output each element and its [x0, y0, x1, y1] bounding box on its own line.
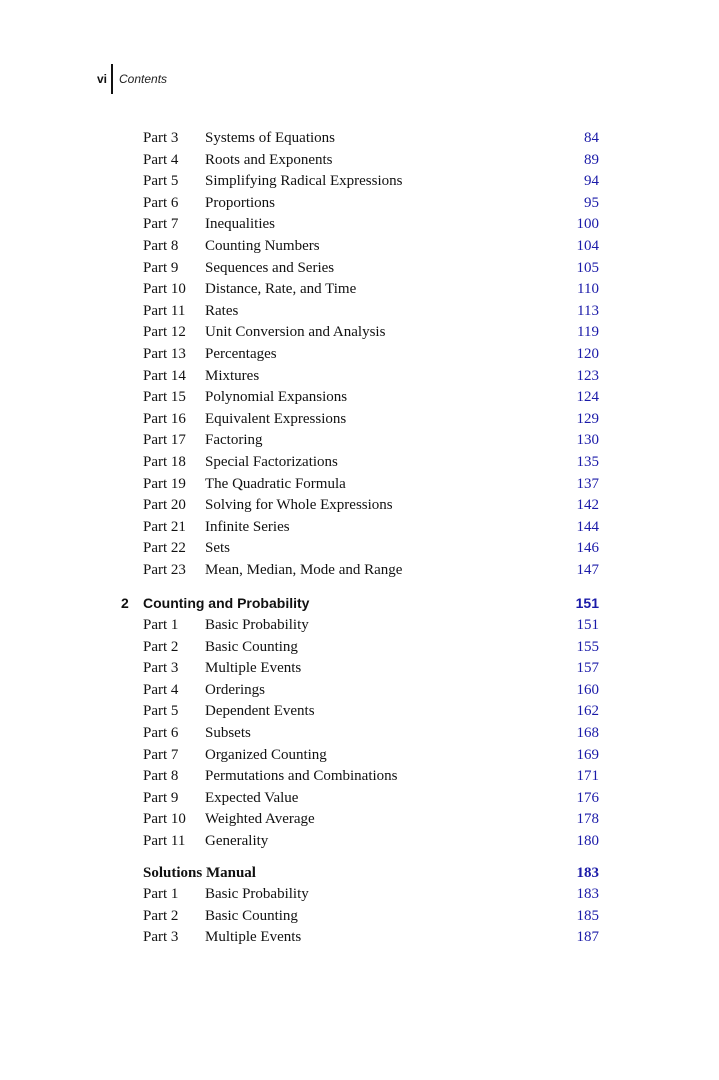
page-number: vi	[97, 72, 108, 86]
header-divider	[111, 64, 113, 94]
page-link[interactable]: 113	[577, 302, 599, 319]
toc-entry[interactable]	[0, 322, 719, 344]
toc-entry[interactable]	[0, 680, 719, 702]
toc-entry[interactable]	[0, 344, 719, 366]
part-label: Part 13	[143, 345, 186, 362]
toc-solutions-entry[interactable]	[0, 863, 719, 885]
entry-title: Proportions	[205, 194, 276, 211]
page-link[interactable]: 187	[576, 929, 599, 946]
part-label: Part 4	[143, 151, 179, 168]
part-label: Part 9	[143, 259, 179, 276]
chapter-page-link[interactable]: 151	[575, 595, 599, 612]
part-label: Part 11	[143, 833, 186, 849]
entry-title: The Quadratic Formula	[205, 475, 346, 492]
toc-entry[interactable]	[0, 171, 719, 193]
part-label: Part 9	[143, 789, 179, 806]
entry-title: Expected Value	[205, 789, 299, 806]
entry-title: Basic Probability	[205, 886, 309, 903]
chapter-title: Counting and Probability	[143, 595, 310, 612]
part-label: Part 16	[143, 410, 186, 427]
part-label: Part 3	[143, 929, 179, 946]
page-link[interactable]: 160	[576, 681, 599, 698]
part-label: Part 15	[143, 389, 186, 406]
page-link[interactable]: 137	[576, 475, 599, 492]
toc-entry[interactable]	[0, 745, 719, 767]
entry-title: Simplifying Radical Expressions	[205, 173, 403, 190]
toc-entry[interactable]	[0, 658, 719, 680]
entry-title: Multiple Events	[205, 660, 302, 677]
toc-entry[interactable]	[0, 701, 719, 723]
page-link[interactable]: 94	[584, 173, 599, 190]
toc-entry[interactable]	[0, 788, 719, 810]
page-link[interactable]: 180	[576, 833, 599, 849]
page-link[interactable]: 119	[577, 324, 599, 341]
page-link[interactable]: 183	[576, 886, 599, 903]
part-label: Part 5	[143, 703, 179, 720]
part-label: Part 22	[143, 540, 186, 557]
part-label: Part 6	[143, 725, 179, 742]
page-link[interactable]: 146	[576, 540, 599, 557]
page-link[interactable]: 89	[584, 151, 599, 168]
part-label: Part 4	[143, 681, 179, 698]
page-link[interactable]: 171	[576, 768, 599, 785]
page-link[interactable]: 110	[577, 281, 599, 298]
toc-entry[interactable]	[0, 193, 719, 215]
page-link[interactable]: 185	[576, 907, 599, 924]
toc-entry[interactable]	[0, 831, 719, 853]
part-label: Part 14	[143, 367, 186, 384]
part-label: Part 10	[143, 811, 186, 828]
toc-entry[interactable]	[0, 430, 719, 452]
part-label: Part 17	[143, 432, 186, 449]
entry-title: Sets	[205, 540, 231, 557]
toc-entry[interactable]	[0, 452, 719, 474]
page-link[interactable]: 151	[576, 617, 599, 634]
toc-entry[interactable]	[0, 128, 719, 150]
entry-title: Infinite Series	[205, 518, 290, 535]
entry-title: Basic Probability	[205, 617, 309, 634]
page-link[interactable]: 84	[584, 130, 599, 146]
page-link[interactable]: 104	[576, 237, 599, 254]
page-link[interactable]: 100	[576, 216, 599, 233]
entry-title: Factoring	[205, 432, 263, 449]
entry-title: Dependent Events	[205, 703, 315, 720]
part-label: Part 19	[143, 475, 186, 492]
part-label: Part 7	[143, 216, 179, 233]
entry-title: Mean, Median, Mode and Range	[205, 561, 403, 578]
entry-title: Basic Counting	[205, 907, 298, 924]
entry-title: Basic Counting	[205, 638, 298, 655]
table-of-contents	[0, 128, 719, 949]
page-link[interactable]: 157	[576, 660, 599, 677]
part-label: Part 3	[143, 660, 179, 677]
toc-entry[interactable]	[0, 366, 719, 388]
part-label: Part 10	[143, 281, 186, 298]
part-label: Part 11	[143, 302, 186, 319]
part-label: Part 1	[143, 886, 179, 903]
part-label: Part 7	[143, 746, 179, 763]
page-link[interactable]: 124	[576, 389, 599, 406]
toc-entry[interactable]	[0, 279, 719, 301]
part-label: Part 21	[143, 518, 186, 535]
toc-entry[interactable]	[0, 560, 719, 582]
toc-entry[interactable]	[0, 387, 719, 409]
entry-title: Permutations and Combinations	[205, 768, 398, 785]
toc-entry[interactable]	[0, 637, 719, 659]
page-link[interactable]: 169	[576, 746, 599, 763]
page-link[interactable]: 105	[576, 259, 599, 276]
entry-title: Distance, Rate, and Time	[205, 281, 357, 298]
toc-entry[interactable]	[0, 517, 719, 539]
running-title: Contents	[119, 72, 168, 86]
toc-entry[interactable]	[0, 809, 719, 831]
page-link[interactable]: 95	[584, 194, 599, 211]
part-label: Part 12	[143, 324, 186, 341]
toc-entry[interactable]	[0, 409, 719, 431]
toc-entry[interactable]	[0, 301, 719, 323]
part-label: Part 2	[143, 638, 179, 655]
continued-parts-list	[0, 128, 719, 581]
solutions-parts-list	[0, 884, 719, 949]
entry-title: Solving for Whole Expressions	[205, 497, 393, 514]
page-link[interactable]: 168	[576, 725, 599, 742]
part-label: Part 20	[143, 497, 186, 514]
entry-title: Polynomial Expansions	[205, 389, 348, 406]
entry-title: Mixtures	[205, 367, 260, 384]
entry-title: Orderings	[205, 681, 265, 698]
solutions-title: Solutions Manual	[143, 864, 256, 881]
toc-entry[interactable]	[0, 214, 719, 236]
page-link[interactable]: 147	[576, 561, 599, 578]
toc-entry[interactable]	[0, 927, 719, 949]
page-link[interactable]: 155	[576, 638, 599, 655]
toc-entry[interactable]	[0, 236, 719, 258]
entry-title: Percentages	[205, 345, 277, 362]
page-link[interactable]: 130	[576, 432, 599, 449]
page-link[interactable]: 120	[576, 345, 599, 362]
part-label: Part 6	[143, 194, 179, 211]
page-link[interactable]: 162	[576, 703, 599, 720]
part-label: Part 8	[143, 237, 179, 254]
part-label: Part 5	[143, 173, 179, 190]
entry-title: Roots and Exponents	[205, 151, 333, 168]
entry-title: Unit Conversion and Analysis	[205, 324, 386, 341]
entry-title: Counting Numbers	[205, 237, 320, 254]
toc-entry[interactable]	[0, 538, 719, 560]
entry-title: Sequences and Series	[205, 259, 335, 276]
toc-entry[interactable]	[0, 723, 719, 745]
chapter-number: 2	[121, 595, 129, 612]
entry-title: Multiple Events	[205, 929, 302, 946]
entry-title: Generality	[205, 833, 269, 849]
part-label: Part 18	[143, 453, 186, 470]
toc-entry[interactable]	[0, 766, 719, 788]
page-link[interactable]: 176	[576, 789, 599, 806]
page-link[interactable]: 135	[576, 453, 599, 470]
page-link[interactable]: 178	[576, 811, 599, 828]
part-label: Part 8	[143, 768, 179, 785]
entry-title: Equivalent Expressions	[205, 410, 347, 427]
toc-entry[interactable]	[0, 150, 719, 172]
solutions-page-link[interactable]: 183	[576, 864, 599, 881]
toc-chapter-entry[interactable]	[0, 593, 719, 615]
entry-title: Rates	[205, 302, 239, 319]
page-link[interactable]: 144	[576, 518, 599, 535]
toc-entry[interactable]	[0, 615, 719, 637]
part-label: Part 2	[143, 907, 179, 924]
part-label: Part 1	[143, 617, 179, 634]
part-label: Part 3	[143, 130, 179, 146]
toc-entry[interactable]	[0, 906, 719, 928]
entry-title: Special Factorizations	[205, 453, 338, 470]
entry-title: Subsets	[205, 725, 251, 742]
page-link[interactable]: 123	[576, 367, 599, 384]
page-link[interactable]: 142	[576, 497, 599, 514]
entry-title: Weighted Average	[205, 811, 315, 828]
toc-entry[interactable]	[0, 258, 719, 280]
entry-title: Organized Counting	[205, 746, 327, 763]
entry-title: Inequalities	[205, 216, 275, 233]
toc-entry[interactable]	[0, 495, 719, 517]
chapter-parts-list	[0, 615, 719, 853]
toc-entry[interactable]	[0, 884, 719, 906]
entry-title: Systems of Equations	[205, 130, 335, 146]
toc-entry[interactable]	[0, 474, 719, 496]
running-head	[97, 64, 167, 94]
page-link[interactable]: 129	[576, 410, 599, 427]
part-label: Part 23	[143, 561, 186, 578]
